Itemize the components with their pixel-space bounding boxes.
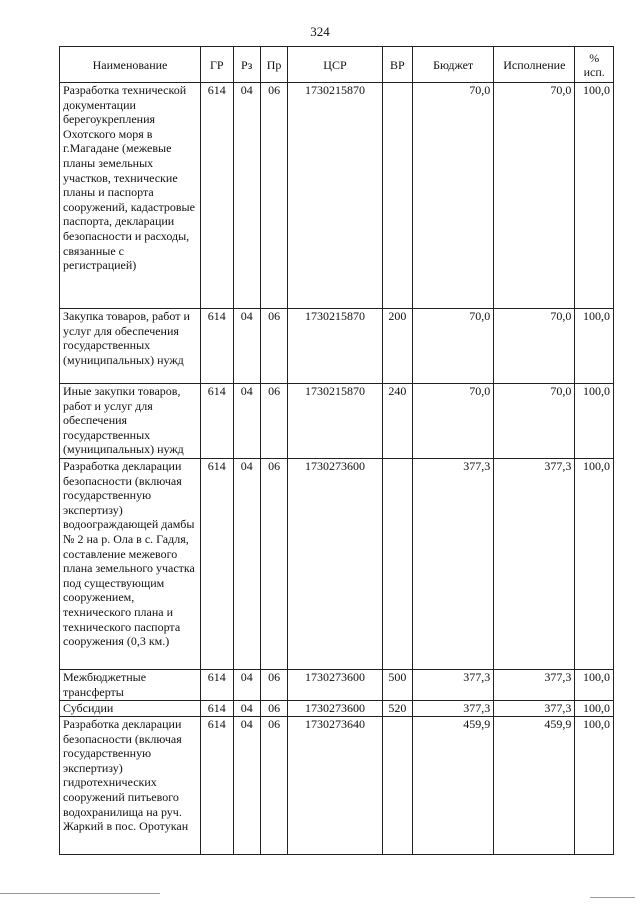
row-execution: 377,3 <box>494 670 575 701</box>
table-row <box>60 83 614 309</box>
row-name: Разработка технической документации берегоукрепления Охотского моря в г.Магадане (межевые планы земельных участков, технические планы и паспорта сооружений, кадастровые паспорта, декларации безопасности и расходы, связанные с регистрацией) <box>60 83 201 309</box>
table-row <box>60 309 614 384</box>
header-budget: Бюджет <box>413 47 494 83</box>
row-execution: 70,0 <box>494 309 575 384</box>
row-vr: 520 <box>382 701 412 717</box>
header-pr: Пр <box>260 47 287 83</box>
header-gr: ГР <box>201 47 233 83</box>
table-row <box>60 701 614 717</box>
row-budget: 70,0 <box>413 384 494 459</box>
row-csr: 1730273600 <box>288 459 382 670</box>
row-pr: 06 <box>260 717 287 855</box>
row-pr: 06 <box>260 670 287 701</box>
row-percent: 100,0 <box>575 384 614 459</box>
row-gr: 614 <box>201 83 233 309</box>
row-percent: 100,0 <box>575 459 614 670</box>
page-number: 324 <box>310 24 330 39</box>
header-vr: ВР <box>382 47 412 83</box>
row-csr: 1730215870 <box>288 384 382 459</box>
row-rz: 04 <box>233 670 260 701</box>
row-execution: 377,3 <box>494 459 575 670</box>
header-execution: Исполнение <box>494 47 575 83</box>
row-budget: 70,0 <box>413 309 494 384</box>
row-vr: 500 <box>382 670 412 701</box>
row-name: Разработка декларации безопасности (включая государственную экспертизу) гидротехнических сооружений питьевого водохранилища на руч. Жаркий в пос. Оротукан <box>60 717 201 855</box>
row-vr <box>382 459 412 670</box>
row-execution: 70,0 <box>494 384 575 459</box>
row-percent: 100,0 <box>575 309 614 384</box>
row-name: Разработка декларации безопасности (включая государственную экспертизу) водоограждающей дамбы № 2 на р. Ола в с. Гадля, составление межевого плана земельного участка под существующим сооружением, технического плана и технического паспорта сооружения (0,3 км.) <box>60 459 201 670</box>
row-percent: 100,0 <box>575 701 614 717</box>
row-budget: 70,0 <box>413 83 494 309</box>
table-row <box>60 670 614 701</box>
row-csr: 1730273600 <box>288 670 382 701</box>
table-row <box>60 384 614 459</box>
row-rz: 04 <box>233 717 260 855</box>
row-vr: 200 <box>382 309 412 384</box>
row-percent: 100,0 <box>575 670 614 701</box>
table-header-row <box>60 47 614 83</box>
row-gr: 614 <box>201 717 233 855</box>
row-execution: 377,3 <box>494 701 575 717</box>
header-rz: Рз <box>233 47 260 83</box>
row-gr: 614 <box>201 670 233 701</box>
row-gr: 614 <box>201 701 233 717</box>
row-gr: 614 <box>201 459 233 670</box>
row-rz: 04 <box>233 83 260 309</box>
row-rz: 04 <box>233 384 260 459</box>
row-vr <box>382 83 412 309</box>
row-budget: 377,3 <box>413 701 494 717</box>
row-rz: 04 <box>233 309 260 384</box>
row-budget: 377,3 <box>413 459 494 670</box>
table-row <box>60 717 614 855</box>
row-csr: 1730215870 <box>288 309 382 384</box>
row-execution: 459,9 <box>494 717 575 855</box>
scan-artifact-line <box>590 897 635 898</box>
row-pr: 06 <box>260 309 287 384</box>
header-name: Наименование <box>60 47 201 83</box>
row-name: Межбюджетные трансферты <box>60 670 201 701</box>
header-percent-sign: % <box>589 50 600 65</box>
row-rz: 04 <box>233 701 260 717</box>
table-row <box>60 459 614 670</box>
row-budget: 459,9 <box>413 717 494 855</box>
row-pr: 06 <box>260 384 287 459</box>
row-execution: 70,0 <box>494 83 575 309</box>
row-vr: 240 <box>382 384 412 459</box>
row-vr <box>382 717 412 855</box>
row-percent: 100,0 <box>575 83 614 309</box>
row-pr: 06 <box>260 459 287 670</box>
row-gr: 614 <box>201 309 233 384</box>
row-csr: 1730215870 <box>288 83 382 309</box>
budget-table <box>59 46 614 855</box>
row-budget: 377,3 <box>413 670 494 701</box>
row-rz: 04 <box>233 459 260 670</box>
row-percent: 100,0 <box>575 717 614 855</box>
row-pr: 06 <box>260 83 287 309</box>
row-pr: 06 <box>260 701 287 717</box>
row-csr: 1730273600 <box>288 701 382 717</box>
scan-artifact-line <box>0 893 160 894</box>
row-name: Закупка товаров, работ и услуг для обеспечения государственных (муниципальных) нужд <box>60 309 201 384</box>
row-name: Субсидии <box>60 701 201 717</box>
row-name: Иные закупки товаров, работ и услуг для обеспечения государственных (муниципальных) нужд <box>60 384 201 459</box>
header-csr: ЦСР <box>288 47 382 83</box>
row-csr: 1730273640 <box>288 717 382 855</box>
row-gr: 614 <box>201 384 233 459</box>
header-percent-label: исп. <box>583 64 605 79</box>
header-percent <box>575 47 614 83</box>
